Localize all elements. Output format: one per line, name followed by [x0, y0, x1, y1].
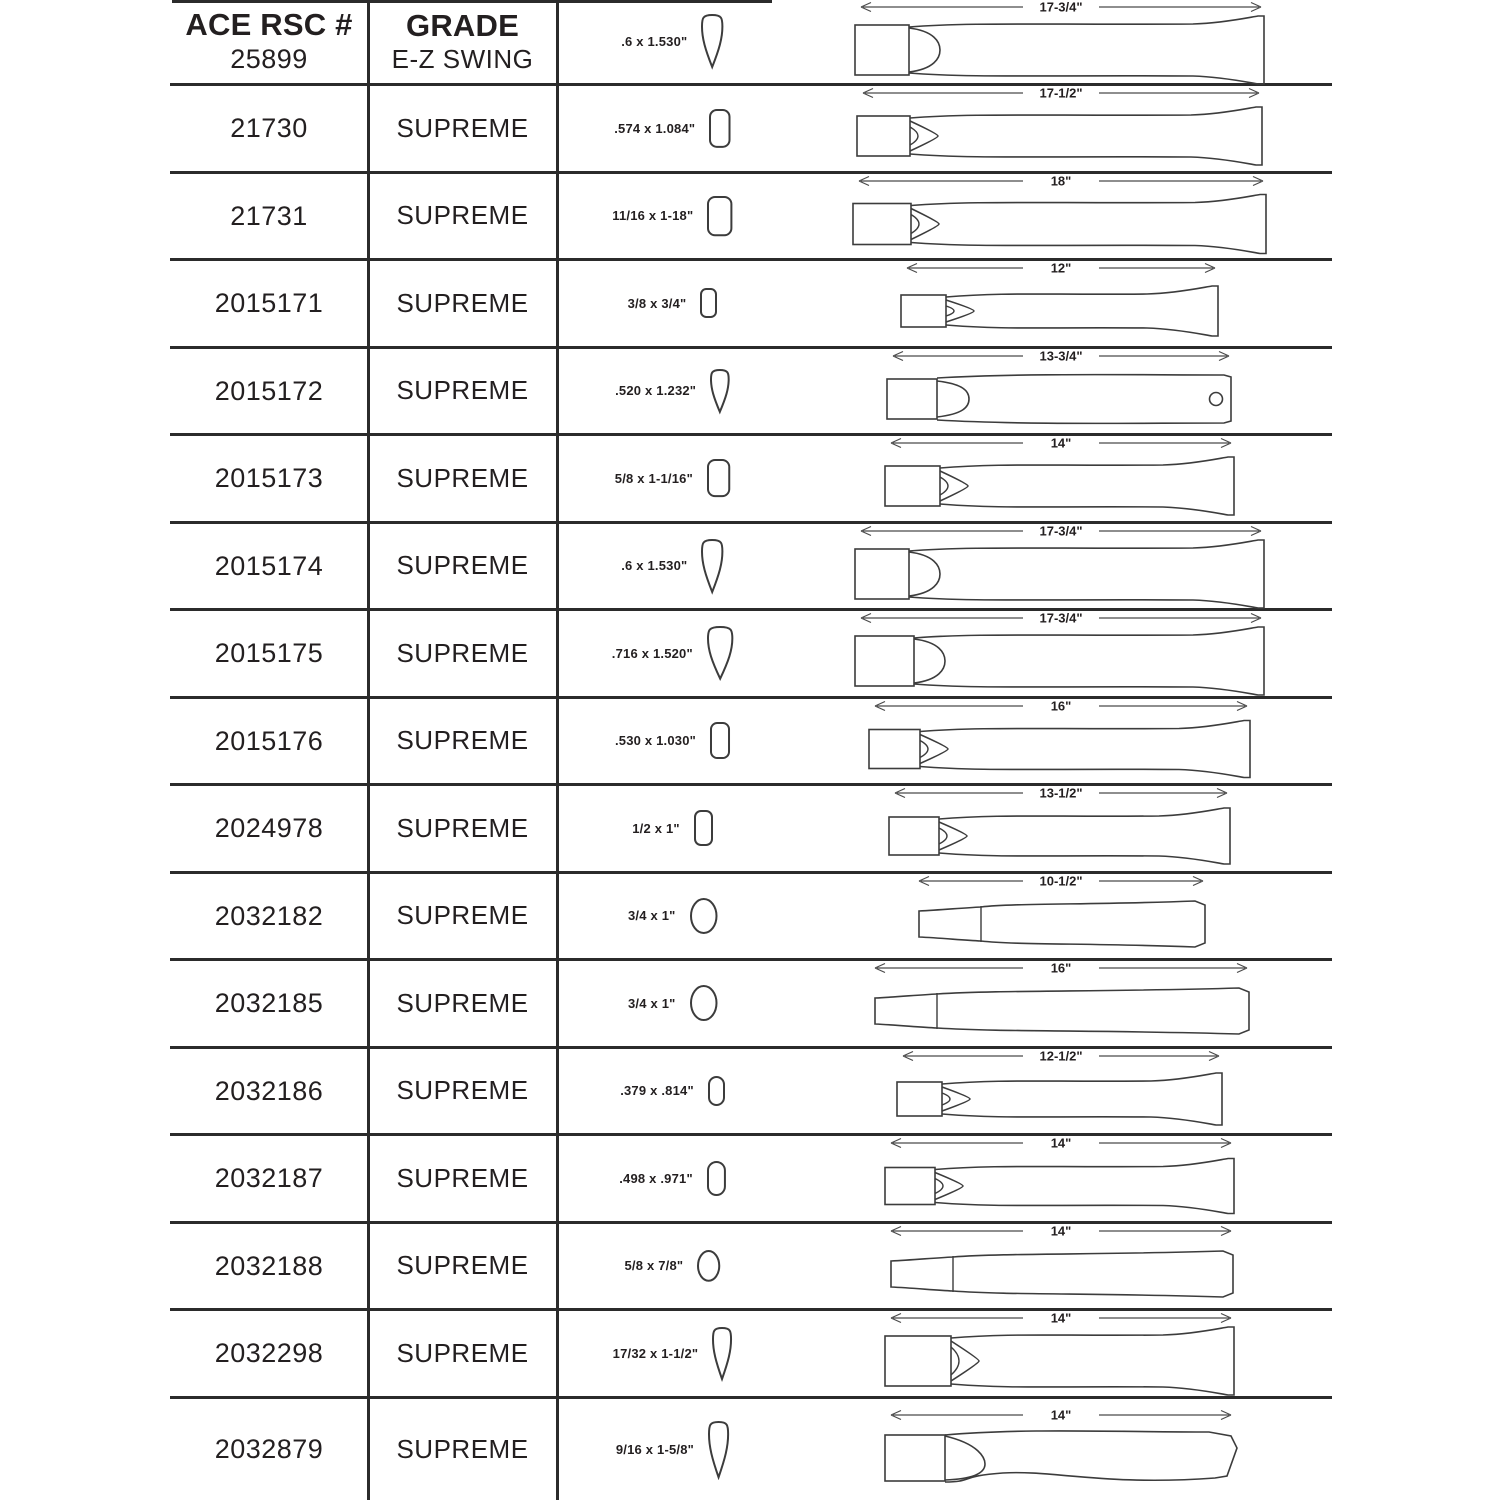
length-dimension-arrow: [875, 698, 1247, 713]
eye-cross-section-icon: [705, 1159, 728, 1198]
table-row: [170, 961, 1332, 1049]
rsc-cell: [170, 86, 368, 171]
length-dimension: 14": [1050, 435, 1072, 451]
eye-cross-section-icon: [699, 537, 725, 595]
handle-drawing: [891, 1045, 1231, 1137]
table-row: [170, 349, 1332, 437]
eye-dimensions: .379 x .814": [620, 1083, 694, 1099]
grade-value: SUPREME: [396, 1075, 529, 1106]
table-row: [170, 1136, 1332, 1224]
table-row: [170, 524, 1332, 612]
grade-value: SUPREME: [396, 287, 529, 318]
length-dimension-arrow: [891, 1223, 1231, 1238]
eye-dimensions: 3/4 x 1": [627, 908, 676, 924]
handle-drawing: [863, 957, 1259, 1049]
length-dimension-arrow: [859, 173, 1263, 188]
rsc-cell: [170, 349, 368, 434]
table-row: [170, 1399, 1332, 1500]
rsc-cell: [170, 1136, 368, 1221]
handle-cell: [790, 349, 1332, 434]
eye-dimensions: 5/8 x 1-1/16": [614, 470, 693, 486]
table-row: [170, 1311, 1332, 1399]
eye-dimensions: 9/16 x 1-5/8": [615, 1442, 695, 1457]
grade-cell: [368, 349, 557, 434]
table-row: [170, 0, 1332, 86]
eye-cell: [557, 261, 790, 346]
grade-cell: [368, 786, 557, 871]
grade-value: SUPREME: [396, 987, 529, 1018]
rsc-number: 2015175: [214, 638, 324, 669]
length-dimension: 14": [1050, 1407, 1072, 1422]
grade-cell: [368, 699, 557, 784]
rsc-cell: [170, 961, 368, 1046]
grade-cell: [368, 1136, 557, 1221]
table-row: [170, 1224, 1332, 1312]
eye-cell: [557, 1136, 790, 1221]
length-dimension: 10-1/2": [1039, 873, 1083, 889]
length-dimension: 18": [1050, 173, 1072, 189]
eye-cell: [557, 1311, 790, 1396]
length-dimension: 17-3/4": [1039, 610, 1083, 626]
length-dimension: 14": [1050, 1310, 1072, 1326]
grade-cell: [368, 436, 557, 521]
length-dimension: 14": [1050, 1135, 1072, 1151]
eye-dimensions: 17/32 x 1-1/2": [612, 1345, 699, 1361]
eye-cell: [557, 349, 790, 434]
eye-dimensions: .520 x 1.232": [615, 383, 697, 399]
rsc-cell: [170, 524, 368, 609]
table-top-border: [172, 0, 772, 3]
table-row: [170, 1049, 1332, 1137]
rsc-cell: [170, 874, 368, 959]
length-dimension-arrow: [895, 786, 1227, 801]
handle-cell: [790, 611, 1332, 696]
grade-column-header: GRADE: [406, 8, 519, 44]
handle-drawing: [883, 782, 1239, 874]
eye-dimensions: .716 x 1.520": [611, 645, 693, 661]
grade-value: SUPREME: [396, 900, 529, 931]
eye-cross-section-icon: [708, 367, 732, 415]
eye-cross-section-icon: [695, 1248, 722, 1284]
rsc-number: 2015171: [214, 288, 324, 319]
grade-value: SUPREME: [396, 1250, 529, 1281]
eye-cross-section-icon: [698, 286, 719, 320]
eye-dimensions: 3/4 x 1": [627, 995, 676, 1011]
grade-cell: [368, 1311, 557, 1396]
rsc-cell: [170, 174, 368, 259]
handle-cell: [790, 524, 1332, 609]
eye-cross-section-icon: [688, 896, 720, 936]
handle-cell: [790, 1399, 1332, 1500]
eye-cross-section-icon: [705, 194, 734, 238]
handle-drawing: [863, 695, 1259, 787]
rsc-number: 2032188: [214, 1250, 324, 1281]
eye-cross-section-icon: [705, 457, 732, 499]
length-dimension: 13-1/2": [1039, 785, 1083, 801]
handle-cell: [790, 86, 1332, 171]
handle-cell: [790, 261, 1332, 346]
eye-cross-section-icon: [708, 720, 732, 761]
eye-cross-section-icon: [707, 107, 733, 150]
table-row: [170, 874, 1332, 962]
eye-cell: [557, 611, 790, 696]
rsc-number: 2015176: [214, 725, 324, 756]
table-row: [170, 699, 1332, 787]
eye-cell: [557, 436, 790, 521]
eye-dimensions: 1/2 x 1": [632, 820, 680, 836]
grade-cell: [368, 961, 557, 1046]
eye-dimensions: .574 x 1.084": [614, 120, 696, 136]
grade-value: SUPREME: [396, 637, 529, 668]
eye-cell: [557, 1049, 790, 1134]
handle-drawing: [849, 520, 1273, 612]
length-dimension-arrow: [891, 1136, 1231, 1151]
handle-cell: [790, 174, 1332, 259]
handle-cell: [790, 1136, 1332, 1221]
eye-cell: [557, 174, 790, 259]
grade-cell: [368, 261, 557, 346]
handle-cell: [790, 436, 1332, 521]
length-dimension: 14": [1050, 1223, 1072, 1239]
table-row: [170, 261, 1332, 349]
length-dimension-arrow: [891, 1311, 1231, 1326]
rsc-column-header: ACE RSC #: [185, 7, 353, 43]
length-dimension: 16": [1050, 698, 1072, 714]
rsc-number: 2015172: [214, 375, 324, 406]
handle-drawing: [895, 257, 1227, 349]
eye-cross-section-icon: [710, 1325, 734, 1382]
length-dimension-arrow: [861, 611, 1261, 626]
grade-value: SUPREME: [396, 1433, 529, 1464]
grade-value: SUPREME: [396, 1337, 529, 1368]
length-dimension-arrow: [919, 873, 1203, 888]
handle-drawing: [879, 432, 1243, 524]
grade-cell: [368, 611, 557, 696]
handle-drawing: [849, 0, 1273, 88]
handle-cell: [790, 961, 1332, 1046]
rsc-number: 21731: [230, 200, 308, 231]
rsc-cell: [170, 261, 368, 346]
eye-dimensions: .530 x 1.030": [614, 733, 697, 749]
eye-cell: [557, 1224, 790, 1309]
eye-dimensions: .6 x 1.530": [621, 34, 688, 49]
rsc-number: 2032182: [214, 900, 324, 931]
length-dimension-arrow: [907, 261, 1215, 276]
rsc-cell: [170, 611, 368, 696]
eye-cell: [557, 86, 790, 171]
grade-value: SUPREME: [396, 550, 529, 581]
eye-cell: [557, 699, 790, 784]
handle-drawing: [907, 870, 1215, 962]
rsc-number: 2032187: [214, 1163, 324, 1194]
eye-cell: [557, 874, 790, 959]
grade-value: SUPREME: [396, 462, 529, 493]
rsc-number: 2032185: [214, 988, 324, 1019]
table-row: [170, 174, 1332, 262]
eye-dimensions: 11/16 x 1-18": [612, 208, 694, 224]
rsc-number: 2015173: [214, 463, 324, 494]
rsc-number: 2032879: [214, 1434, 324, 1465]
eye-cross-section-icon: [706, 1419, 731, 1480]
table-row: [170, 436, 1332, 524]
handle-cell: [790, 1224, 1332, 1309]
grade-value: E-Z SWING: [391, 43, 534, 74]
handle-cell: [790, 786, 1332, 871]
handle-cell: [790, 1049, 1332, 1134]
rsc-cell: [170, 1399, 368, 1500]
grade-cell: [368, 524, 557, 609]
eye-dimensions: .6 x 1.530": [621, 558, 688, 574]
length-dimension-arrow: [875, 961, 1247, 976]
length-dimension: 17-3/4": [1039, 0, 1083, 14]
grade-cell: [368, 874, 557, 959]
length-dimension-arrow: [863, 86, 1259, 101]
grade-value: SUPREME: [396, 112, 529, 143]
handle-drawing: [851, 82, 1271, 174]
grade-value: SUPREME: [396, 200, 529, 231]
rsc-number: 2015174: [214, 550, 324, 581]
rsc-cell: [170, 1311, 368, 1396]
rsc-number: 21730: [230, 113, 308, 144]
length-dimension: 16": [1050, 960, 1072, 976]
grade-cell: [368, 86, 557, 171]
length-dimension: 12": [1050, 260, 1072, 276]
rsc-cell: [170, 1049, 368, 1134]
table-row: [170, 611, 1332, 699]
grade-cell: [368, 1399, 557, 1500]
eye-cross-section-icon: [692, 808, 715, 848]
grade-cell: [368, 0, 557, 83]
length-dimension: 13-3/4": [1039, 348, 1083, 364]
length-dimension-arrow: [891, 1407, 1231, 1422]
grade-cell: [368, 1049, 557, 1134]
handle-cell: [790, 699, 1332, 784]
length-dimension-arrow: [891, 436, 1231, 451]
eye-cell: [557, 786, 790, 871]
rsc-number: 25899: [230, 44, 308, 75]
handle-cell: [790, 0, 1332, 83]
rsc-cell: [170, 699, 368, 784]
handle-drawing: [881, 345, 1241, 437]
handle-cell: [790, 1311, 1332, 1396]
rsc-number: 2032186: [214, 1075, 324, 1106]
length-dimension: 17-3/4": [1039, 523, 1083, 539]
column-divider: [556, 0, 559, 1500]
table-row: [170, 786, 1332, 874]
table-row: [170, 86, 1332, 174]
eye-cross-section-icon: [699, 12, 725, 70]
grade-cell: [368, 1224, 557, 1309]
handle-cell: [790, 874, 1332, 959]
eye-dimensions: 3/8 x 3/4": [627, 295, 687, 311]
eye-cell: [557, 961, 790, 1046]
eye-cross-section-icon: [688, 983, 720, 1023]
rsc-cell: [170, 786, 368, 871]
eye-dimensions: .498 x .971": [619, 1170, 693, 1186]
grade-cell: [368, 174, 557, 259]
rsc-cell: [170, 1224, 368, 1309]
rsc-cell: [170, 0, 368, 83]
handle-drawing: [879, 1404, 1243, 1496]
eye-cross-section-icon: [705, 624, 735, 682]
eye-cell: [557, 524, 790, 609]
length-dimension-arrow: [861, 523, 1261, 538]
length-dimension-arrow: [893, 348, 1229, 363]
handle-drawing: [879, 1307, 1243, 1399]
length-dimension-arrow: [861, 0, 1261, 14]
grade-value: SUPREME: [396, 375, 529, 406]
handle-drawing: [849, 607, 1273, 699]
eye-dimensions: 5/8 x 7/8": [624, 1258, 684, 1274]
eye-cell: [557, 1399, 790, 1500]
length-dimension: 17-1/2": [1039, 85, 1083, 101]
rsc-cell: [170, 436, 368, 521]
handle-catalog-table: [170, 0, 1332, 1500]
length-dimension-arrow: [903, 1048, 1219, 1063]
handle-drawing: [847, 170, 1275, 262]
length-dimension: 12-1/2": [1039, 1048, 1083, 1064]
handle-drawing: [879, 1220, 1243, 1312]
eye-cross-section-icon: [706, 1074, 727, 1108]
rsc-number: 2024978: [214, 813, 324, 844]
grade-value: SUPREME: [396, 1162, 529, 1193]
eye-cell: [557, 0, 790, 83]
column-divider: [367, 0, 370, 1500]
rsc-number: 2032298: [214, 1338, 324, 1369]
handle-drawing: [879, 1132, 1243, 1224]
grade-value: SUPREME: [396, 812, 529, 843]
grade-value: SUPREME: [396, 725, 529, 756]
